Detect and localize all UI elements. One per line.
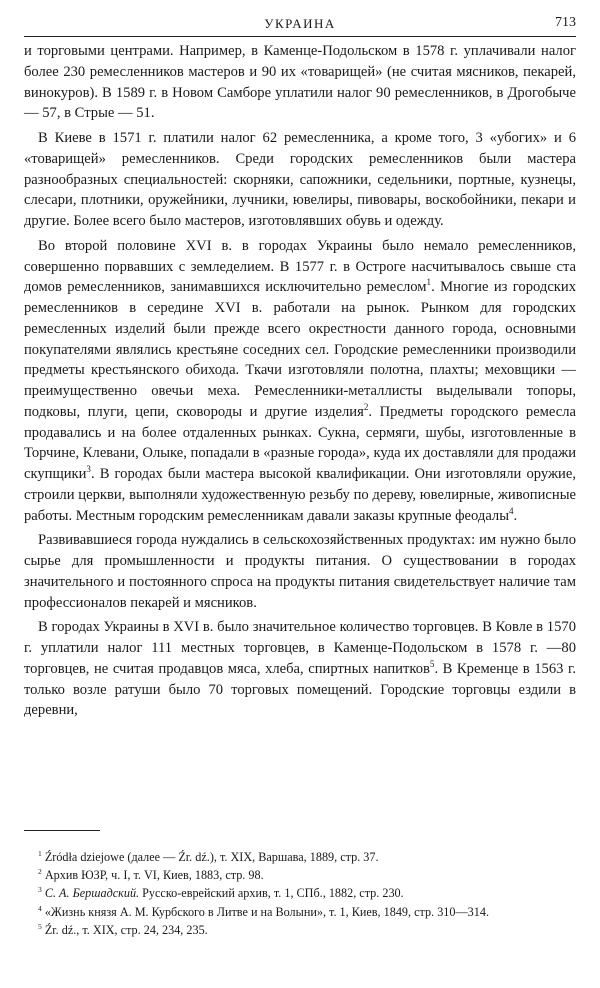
paragraph-3-text-a: Во второй половине XVI в. в городах Украины было немало ремесленников, совершенно порвавших с земледелием. В 1577 г. в Остроге насчитывалось свыше ста домов ремесленников, занимавшихся исключительно ремеслом <box>24 237 576 296</box>
footnote-marker: 4 <box>38 903 42 913</box>
footnote-marker: 1 <box>38 848 42 858</box>
footnote-author: С. А. Бершадский. <box>44 886 140 901</box>
body-text <box>24 41 576 725</box>
footnotes <box>24 848 576 939</box>
paragraph-3-text-b: . Многие из городских ремесленников в середине XVI в. работали на рынок. Рынком для городских ремесленных изделий были прежде всего окрестности данного города, основными покупателями являлись крестьяне соседних сел. Городские ремесленники производили предметы крестьянского обихода. Ткачи изготовляли полотна, плахты; меховщики — преимущественно овечьи меха. Ремесленники-металлисты выделывали топоры, подковы, плуги, цепи, сковороды и другие изделия <box>24 279 576 420</box>
paragraph-3 <box>24 236 576 527</box>
footnote-ref-4: 4 <box>509 505 514 516</box>
paragraph-5-text-b: . В Кременце в 1563 г. только возле ратуши было 70 торговых помещений. Городские торговцы ездили в деревни, <box>24 660 576 719</box>
footnote-2 <box>24 866 576 884</box>
paragraph-5 <box>24 617 576 721</box>
footnote-ref-1: 1 <box>426 277 432 288</box>
footnote-marker: 2 <box>38 867 42 877</box>
footnote-ref-3: 3 <box>86 464 91 475</box>
footnote-text: Źródła dziejowe (далее — Źr. dź.), т. XIX, Варшава, 1889, стр. 37. <box>44 850 379 864</box>
footnote-1 <box>24 848 576 866</box>
paragraph-3-text-e: . <box>513 507 518 524</box>
footnote-marker: 3 <box>38 885 42 895</box>
footnote-text: Źr. dź., т. XIX, стр. 24, 234, 235. <box>44 922 208 937</box>
paragraph-4: Развивавшиеся города нуждались в сельскохозяйственных продуктах: им нужно было сырье для промышленности и продукты питания. О существовании в городах значительного и постоянного спроса на продукты питания свидетельствует наличие там профессионалов пекарей и мясников. <box>24 532 576 611</box>
paragraph-2: В Киеве в 1571 г. платили налог 62 ремесленника, а кроме того, 3 «убогих» и 6 «товарищей» ремесленников. Среди городских ремесленников были мастера разнообразных специальностей: скорняки, сапожники, седельники, портные, кузнецы, слесари, плотники, оружейники, лучники, ювелиры, пивовары, воскобойники, пекари и другие. Более всего было мастеров, изготовлявших обувь и одежду. <box>24 130 576 229</box>
paragraph-3-text-d: . В городах были мастера высокой квалификации. Они изготовляли оружие, строили церкви, выполняли художественную резьбу по дереву, ювелирные, живописные работы. Местным городским ремесленникам давали заказы крупные феодалы <box>24 466 576 524</box>
footnote-4 <box>24 903 576 921</box>
paragraph-5-text-a: В городах Украины в XVI в. было значительное количество торговцев. В Ковле в 1570 г. уплатили налог 111 местных торговцев, в Каменце-Подольском в 1578 г. —80 торговцев, не считая продавцов мяса, хлеба, спиртных напитков <box>24 619 576 677</box>
footnote-5 <box>24 921 576 939</box>
footnote-text: Архив ЮЗР, ч. I, т. VI, Киев, 1883, стр. 98. <box>44 868 264 883</box>
footnote-marker: 5 <box>38 921 42 931</box>
footnote-3 <box>24 884 576 902</box>
running-title: УКРАИНА <box>264 16 336 31</box>
footnote-separator <box>24 830 100 831</box>
footnote-ref-2: 2 <box>363 401 369 412</box>
paragraph-3-text-c: . Предметы городского ремесла продавались и на более отдаленных рынках. Сукна, сермяги, шубы, изготовленные в Торчине, Клевани, Олыке, попадали в «разные города», куда их доставляли для продажи скупщики <box>24 403 576 482</box>
page-header <box>24 14 576 37</box>
footnote-ref-5: 5 <box>429 658 435 669</box>
page-number: 713 <box>555 15 576 30</box>
paragraph-1: и торговыми центрами. Например, в Каменце-Подольском в 1578 г. уплачивали налог более 230 ремесленников мастеров и 90 их «товарищей» (не считая мясников, пекарей, винокуров). В 1589 г. в Новом Самборе уплатили налог 90 ремесленников, в Дрогобыче — 57, в Стрые — 51. <box>24 43 576 122</box>
footnote-text: Русско-еврейский архив, т. 1, СПб., 1882, стр. 230. <box>142 886 404 901</box>
footnote-text: «Жизнь князя А. М. Курбского в Литве и на Волыни», т. 1, Киев, 1849, стр. 310—314. <box>44 904 489 919</box>
